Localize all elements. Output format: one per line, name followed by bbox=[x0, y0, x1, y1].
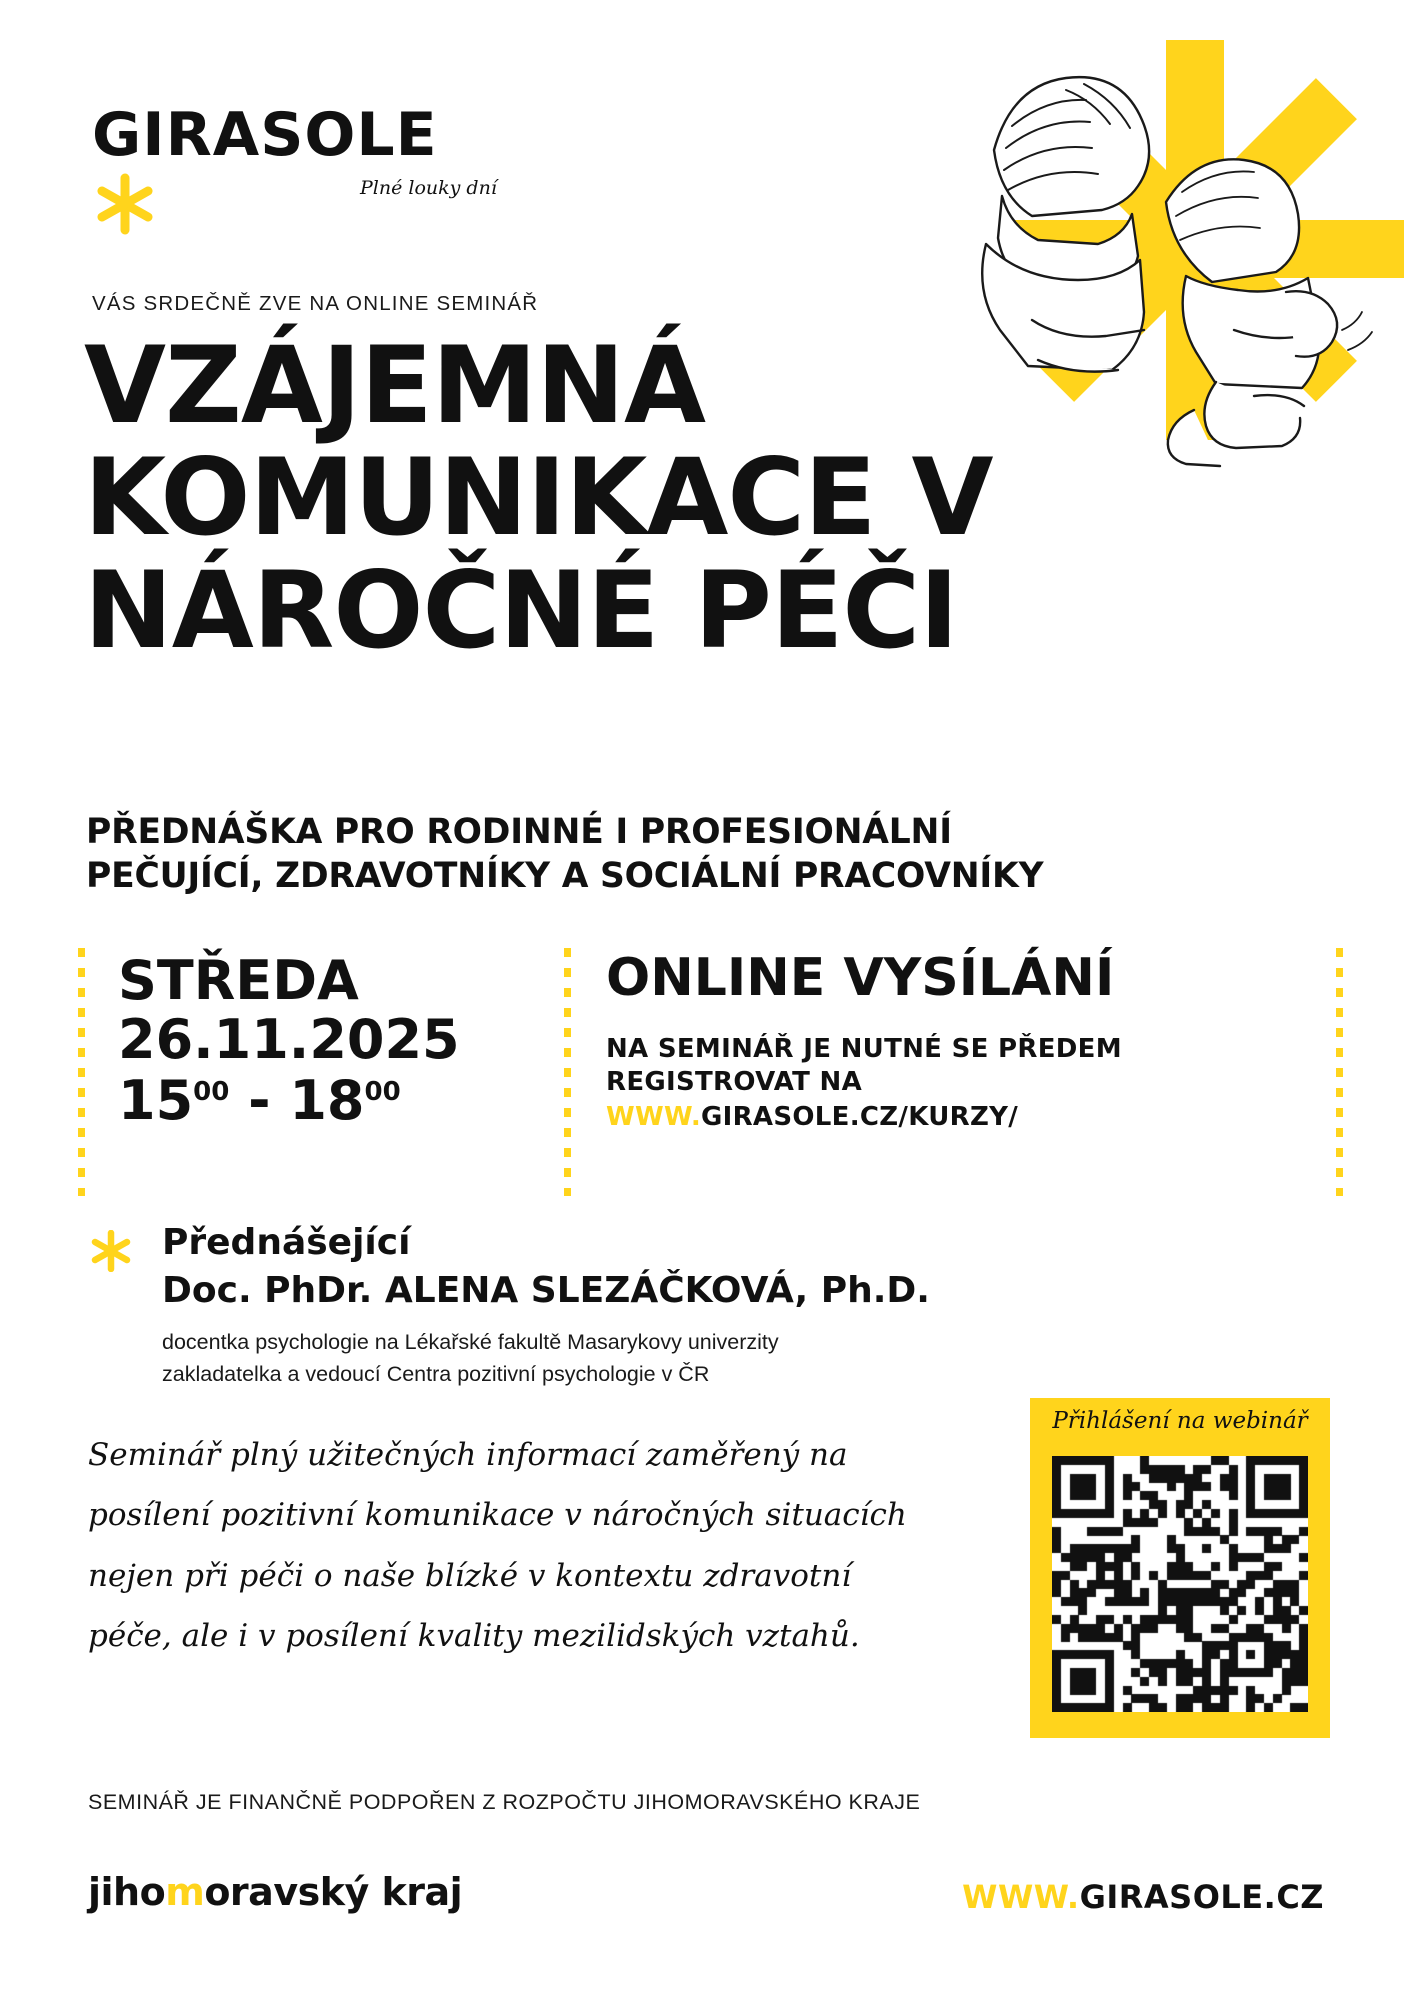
registration-url-prefix: WWW. bbox=[606, 1101, 701, 1132]
time-end: 18 bbox=[289, 1068, 365, 1132]
registration-url-rest: GIRASOLE.CZ/KURZY/ bbox=[701, 1101, 1019, 1132]
description-line-4: péče, ale i v posílení kvality mezilidských vztahů. bbox=[88, 1618, 860, 1655]
partner-logo-accent: m bbox=[165, 1870, 205, 1914]
partner-logo-part-1: jiho bbox=[88, 1870, 166, 1914]
time-end-sup: 00 bbox=[364, 1076, 401, 1107]
time-dash: - bbox=[229, 1068, 290, 1132]
registration-url[interactable] bbox=[606, 1102, 1306, 1132]
title-line-3: NÁROČNÉ PÉČI bbox=[84, 548, 958, 672]
seminar-description bbox=[88, 1425, 1018, 1667]
asterisk-icon bbox=[94, 173, 156, 235]
partner-logo-jihomoravsky-kraj bbox=[88, 1870, 462, 1914]
event-time bbox=[118, 1068, 548, 1132]
lecturer-description-line-1: docentka psychologie na Lékařské fakultě Masarykovy univerzity bbox=[162, 1330, 779, 1354]
lecturer-description bbox=[162, 1326, 779, 1391]
event-info-band bbox=[78, 940, 1343, 1200]
brand-logo bbox=[92, 100, 497, 199]
lecturer-description-line-2: zakladatelka a vedoucí Centra pozitivní psychologie v ČR bbox=[162, 1362, 710, 1387]
qr-registration-block[interactable] bbox=[1030, 1398, 1330, 1738]
brand-website-prefix: WWW. bbox=[962, 1878, 1080, 1916]
event-datetime bbox=[118, 949, 548, 1132]
logo-wordmark: GIRASOLE bbox=[92, 100, 438, 170]
page-title bbox=[84, 324, 1284, 672]
time-start: 15 bbox=[118, 1068, 194, 1132]
dotted-divider-right bbox=[1336, 948, 1343, 1196]
invitation-kicker: VÁS SRDEČNĚ ZVE NA ONLINE SEMINÁŘ bbox=[92, 292, 539, 315]
dotted-divider-left bbox=[78, 948, 85, 1196]
brand-website[interactable] bbox=[962, 1878, 1324, 1916]
qr-code-icon[interactable] bbox=[1052, 1456, 1308, 1712]
registration-note-line-2: REGISTROVAT NA bbox=[606, 1067, 863, 1098]
lecturer-name: Doc. PhDr. ALENA SLEZÁČKOVÁ, Ph.D. bbox=[162, 1270, 930, 1311]
lecturer-label: Přednášející bbox=[162, 1222, 411, 1263]
time-start-sup: 00 bbox=[193, 1076, 230, 1107]
funding-note: SEMINÁŘ JE FINANČNĚ PODPOŘEN Z ROZPOČTU JIHOMORAVSKÉHO KRAJE bbox=[88, 1790, 921, 1814]
title-line-1: VZÁJEMNÁ bbox=[84, 324, 706, 447]
event-day: STŘEDA bbox=[118, 949, 359, 1012]
event-format: ONLINE VYSÍLÁNÍ bbox=[606, 948, 1115, 1008]
title-line-2: KOMUNIKACE V bbox=[84, 436, 993, 560]
page-subtitle bbox=[86, 810, 1336, 898]
dotted-divider-middle bbox=[564, 948, 571, 1196]
brand-website-rest: GIRASOLE.CZ bbox=[1079, 1878, 1324, 1916]
asterisk-icon bbox=[90, 1230, 132, 1272]
qr-caption: Přihlášení na webinář bbox=[1052, 1408, 1308, 1434]
event-format-block bbox=[606, 950, 1306, 1132]
event-date: 26.11.2025 bbox=[118, 1008, 460, 1072]
description-line-2: posílení pozitivní komunikace v náročných situacích bbox=[88, 1497, 907, 1534]
subtitle-line-2: PEČUJÍCÍ, ZDRAVOTNÍKY A SOCIÁLNÍ PRACOVNÍKY bbox=[86, 856, 1044, 897]
registration-note-line-1: NA SEMINÁŘ JE NUTNÉ SE PŘEDEM bbox=[606, 1034, 1122, 1065]
subtitle-line-1: PŘEDNÁŠKA PRO RODINNÉ I PROFESIONÁLNÍ bbox=[86, 812, 952, 852]
logo-tagline: Plné louky dní bbox=[360, 177, 497, 199]
description-line-3: nejen při péči o naše blízké v kontextu zdravotní bbox=[88, 1557, 852, 1594]
partner-logo-part-2: oravský kraj bbox=[204, 1870, 463, 1914]
description-line-1: Seminář plný užitečných informací zaměřený na bbox=[88, 1437, 848, 1473]
